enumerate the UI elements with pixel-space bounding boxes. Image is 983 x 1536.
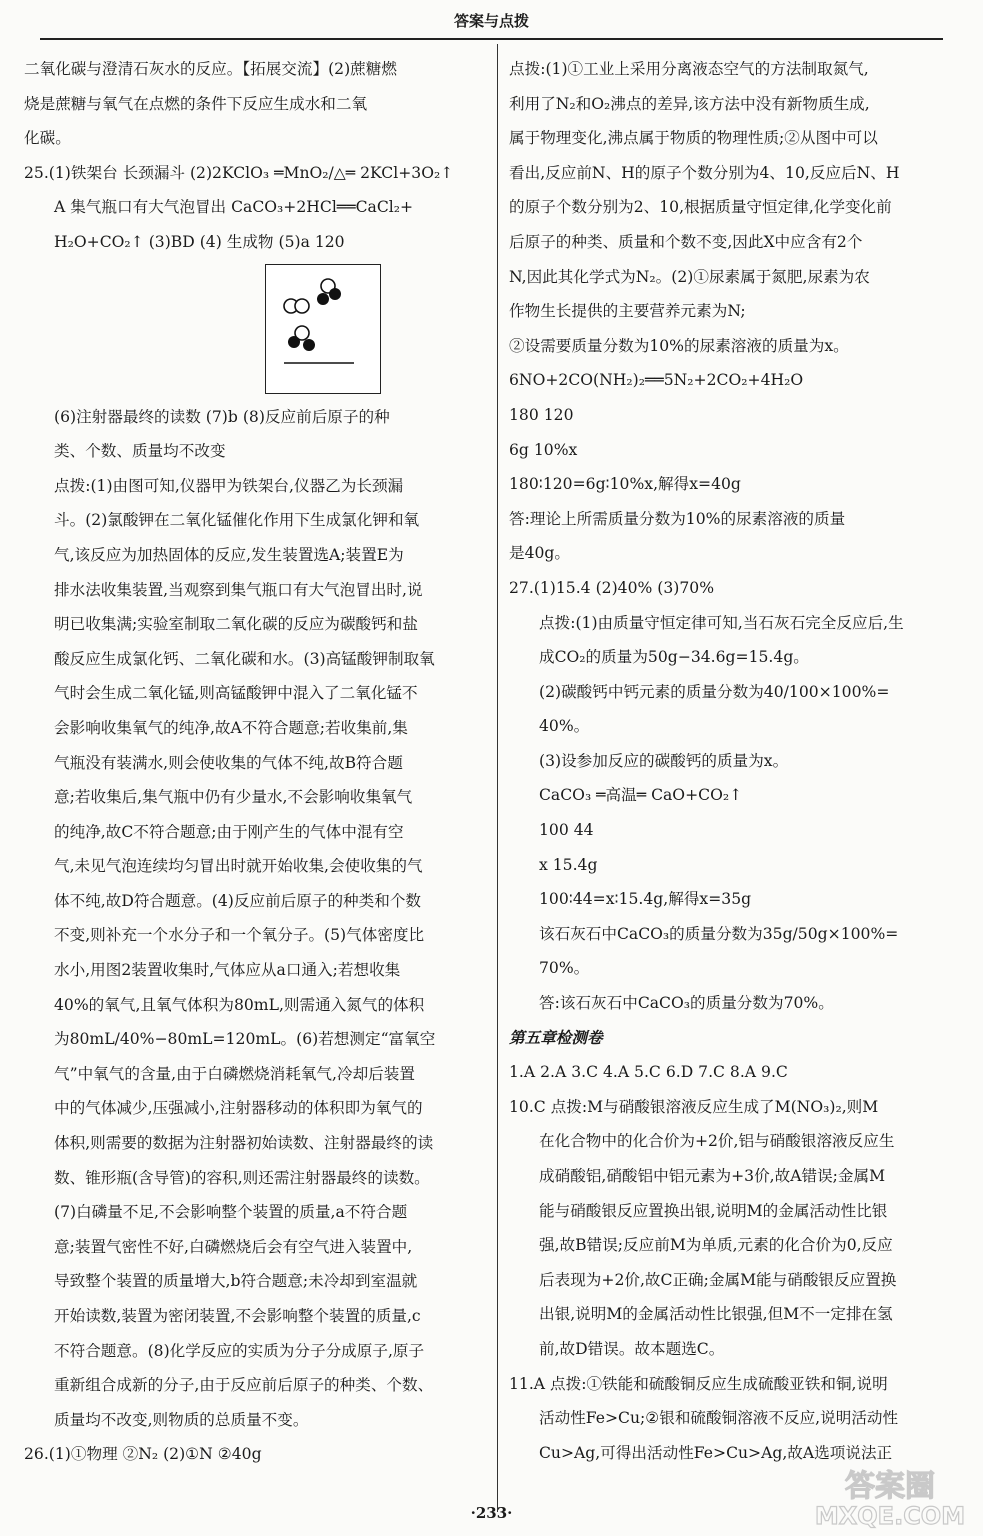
equation-line: CaCO₃ ═高温═ CaO+CO₂↑	[539, 786, 743, 805]
text-line: H₂O+CO₂↑ (3)BD (4) 生成物 (5)a 120	[54, 232, 345, 251]
text-line: ②设需要质量分数为10%的尿素溶液的质量为x。	[509, 336, 849, 355]
text-line: 导致整个装置的质量增大,b符合题意;未冷却到室温就	[54, 1272, 418, 1291]
q11-answer: 11.A 点拨:①铁能和硫酸铜反应生成硫酸亚铁和铜,说明	[509, 1374, 888, 1393]
text-line: 二氧化碳与澄清石灰水的反应。【拓展交流】(2)蔗糖燃	[24, 60, 397, 78]
text-line: 排水法收集装置,当观察到集气瓶口有大气泡冒出时,说	[54, 580, 423, 599]
page-number: ·233·	[470, 1504, 513, 1522]
text-line: 前,故D错误。故本题选C。	[539, 1339, 725, 1358]
text-line: 后表现为+2价,故C正确;金属M能与硝酸银反应置换	[539, 1270, 897, 1289]
equation-line: 100∶44=x∶15.4g,解得x=35g	[539, 890, 752, 909]
text-line: 烧是蔗糖与氧气在点燃的条件下反应生成水和二氧	[24, 94, 368, 113]
text-line: 成CO₂的质量为50g−34.6g=15.4g。	[539, 648, 809, 667]
text-line: 活动性Fe>Cu;②银和硫酸铜溶液不反应,说明活动性	[539, 1409, 899, 1428]
text-line: 70%。	[539, 959, 590, 978]
text-line: 重新组合成新的分子,由于反应前后原子的种类、个数、	[54, 1376, 434, 1395]
text-line: 后原子的种类、质量和个数不变,因此X中应含有2个	[509, 232, 863, 251]
text-line: 酸反应生成氯化钙、二氧化碳和水。(3)高锰酸钾制取氧	[54, 649, 435, 668]
text-line: 意;若收集后,集气瓶中仍有少量水,不会影响收集氧气	[54, 788, 413, 807]
text-line: 气,该反应为加热固体的反应,发生装置选A;装置E为	[54, 545, 404, 564]
product-figure-row	[24, 260, 462, 400]
atom-black	[288, 336, 300, 348]
hint-line: 点拨:(1)由图可知,仪器甲为铁架台,仪器乙为长颈漏	[54, 476, 404, 495]
equation-line: x 15.4g	[539, 855, 598, 874]
q25-answer: 25.(1)铁架台 长颈漏斗 (2)2KClO₃ ═MnO₂/△═ 2KCl+3O₂↑	[24, 163, 454, 182]
text-line: 的原子个数分别为2、10,根据质量守恒定律,化学变化前	[509, 198, 892, 217]
text-line: 数、锥形瓶(含导管)的容积,则还需注射器最终的读数。	[54, 1168, 430, 1187]
text-line: N,因此其化学式为N₂。(2)①尿素属于氮肥,尿素为农	[509, 267, 870, 286]
text-line: 40%的氧气,且氧气体积为80mL,则需通入氮气的体积	[54, 995, 425, 1014]
text-line: 答:该石灰石中CaCO₃的质量分数为70%。	[539, 994, 834, 1013]
text-line: 成硝酸铝,硝酸铝中铝元素为+3价,故A错误;金属M	[539, 1167, 886, 1185]
text-line: 不变,则补充一个水分子和一个氧分子。(5)气体密度比	[54, 926, 425, 945]
text-line: 是40g。	[509, 544, 571, 563]
text-line: 气时会生成二氧化锰,则高锰酸钾中混入了二氧化锰不	[54, 684, 418, 703]
text-line: 意;装置气密性不好,白磷燃烧后会有空气进入装置中,	[54, 1237, 413, 1256]
text-line: (2)碳酸钙中钙元素的质量分数为40/100×100%=	[539, 682, 890, 701]
text-line: (6)注射器最终的读数 (7)b (8)反应前后原子的种	[54, 407, 390, 426]
equation-line: 6NO+2CO(NH₂)₂══5N₂+2CO₂+4H₂O	[509, 371, 804, 390]
watermark-text-url: MXQE.COM	[814, 1502, 966, 1530]
text-line: 强,故B错误;反应前M为单质,元素的化合价为0,反应	[539, 1236, 893, 1255]
text-line: 出银,说明M的金属活动性比银强,但M不一定排在氢	[539, 1305, 893, 1324]
atom-black	[329, 288, 341, 300]
q26-answer: 26.(1)①物理 ②N₂ (2)①N ②40g	[24, 1445, 262, 1464]
hint-line: 点拨:(1)由质量守恒定律可知,当石灰石完全反应后,生	[539, 613, 904, 632]
section-title: 第五章检测卷	[509, 1027, 603, 1047]
atom-black	[317, 293, 329, 305]
text-line: (3)设参加反应的碳酸钙的质量为x。	[539, 751, 789, 770]
text-line: 作物生长提供的主要营养元素为N;	[509, 302, 746, 321]
header-rule	[40, 38, 943, 40]
right-column	[509, 52, 961, 1470]
hint-line: 点拨:(1)①工业上采用分离液态空气的方法制取氮气,	[509, 60, 869, 78]
text-line: 质量均不改变,则物质的总质量不变。	[54, 1410, 309, 1429]
text-line: (7)白磷量不足,不会影响整个装置的质量,a不符合题	[54, 1203, 408, 1222]
text-line: 会影响收集氧气的纯净,故A不符合题意;若收集前,集	[54, 718, 408, 737]
text-line: 气,未见气泡连续均匀冒出时就开始收集,会使收集的气	[54, 857, 423, 876]
equation-line: 100 44	[539, 821, 594, 840]
text-line: 属于物理变化,沸点属于物质的物理性质;②从图中可以	[509, 129, 878, 148]
text-line: 看出,反应前N、H的原子个数分别为4、10,反应后N、H	[509, 163, 900, 182]
text-line: 答:理论上所需质量分数为10%的尿素溶液的质量	[509, 509, 846, 528]
atom-black	[303, 339, 315, 351]
text-line: 不符合题意。(8)化学反应的实质为分子分成原子,原子	[54, 1341, 425, 1360]
column-divider	[497, 44, 498, 1512]
atom-white	[295, 299, 309, 313]
text-line: Cu>Ag,可得出活动性Fe>Cu>Ag,故A选项说法正	[539, 1443, 893, 1462]
q10-answer: 10.C 点拨:M与硝酸银溶液反应生成了M(NO₃)₂,则M	[509, 1097, 879, 1116]
equation-line: 180 120	[509, 405, 574, 424]
text-line: 体积,则需要的数据为注射器初始读数、注射器最终的读	[54, 1134, 434, 1153]
text-line: 在化合物中的化合价为+2价,铝与硝酸银溶液反应生	[539, 1132, 895, 1151]
text-line: 该石灰石中CaCO₃的质量分数为35g/50g×100%=	[539, 924, 899, 943]
text-line: 水小,用图2装置收集时,气体应从a口通入;若想收集	[54, 961, 401, 980]
text-line: A 集气瓶口有大气泡冒出 CaCO₃+2HCl══CaCl₂+	[54, 198, 414, 217]
text-line: 为80mL/40%−80mL=120mL。(6)若想测定“富氧空	[54, 1030, 436, 1049]
text-line: 利用了N₂和O₂沸点的差异,该方法中没有新物质生成,	[509, 94, 870, 113]
text-line: 的纯净,故C不符合题意;由于刚产生的气体中混有空	[54, 822, 404, 841]
molecule-svg	[266, 265, 380, 393]
equation-line: 6g 10%x	[509, 440, 578, 459]
q27-answer: 27.(1)15.4 (2)40% (3)70%	[509, 578, 715, 597]
equation-line: 180∶120=6g∶10%x,解得x=40g	[509, 475, 741, 494]
page-header: 答案与点拨	[453, 12, 529, 30]
watermark-text-cn: 答案圈	[845, 1469, 935, 1504]
text-line: 明已收集满;实验室制取二氧化碳的反应为碳酸钙和盐	[54, 615, 418, 634]
answer-list: 1.A 2.A 3.C 4.A 5.C 6.D 7.C 8.A 9.C	[509, 1063, 788, 1082]
text-line: 中的气体减少,压强减小,注射器移动的体积即为氧气的	[54, 1099, 423, 1118]
text-line: 化碳。	[24, 129, 71, 148]
product-molecule-diagram	[265, 264, 381, 394]
text-line: 体不纯,故D符合题意。(4)反应前后原子的种类和个数	[54, 891, 422, 910]
text-line: 气瓶没有装满水,则会使收集的气体不纯,故B符合题	[54, 753, 403, 772]
text-line: 气”中氧气的含量,由于白磷燃烧消耗氧气,冷却后装置	[54, 1064, 415, 1083]
text-line: 能与硝酸银反应置换出银,说明M的金属活动性比银	[539, 1201, 888, 1220]
left-column	[24, 52, 462, 1472]
text-line: 类、个数、质量均不改变	[54, 442, 226, 461]
text-line: 开始读数,装置为密闭装置,不会影响整个装置的质量,c	[54, 1307, 421, 1325]
text-line: 40%。	[539, 717, 590, 736]
watermark-logo	[798, 1464, 978, 1530]
text-line: 斗。(2)氯酸钾在二氧化锰催化作用下生成氯化钾和氧	[54, 511, 420, 530]
